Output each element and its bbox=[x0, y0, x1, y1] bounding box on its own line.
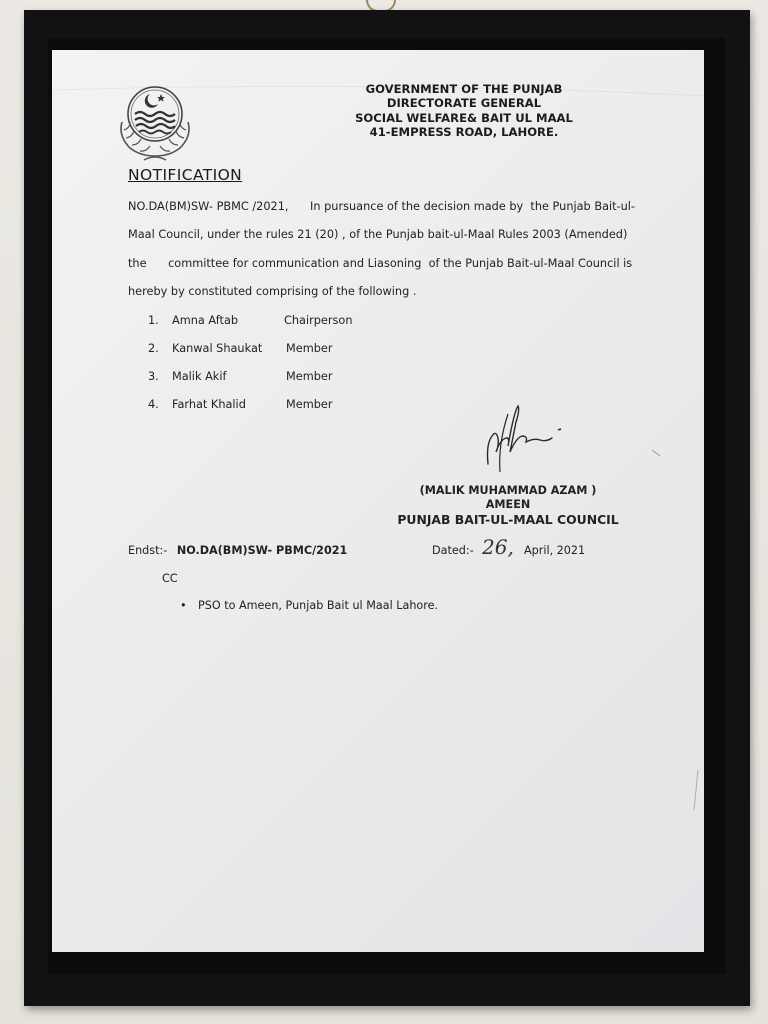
letterhead-line-4: 41-EMPRESS ROAD, LAHORE. bbox=[369, 125, 559, 140]
member-role: Member bbox=[286, 398, 333, 411]
member-role: Chairperson bbox=[284, 314, 353, 327]
signatory-organization: PUNJAB BAIT-UL-MAAL COUNCIL bbox=[397, 511, 619, 527]
member-number: 1. bbox=[148, 314, 159, 327]
endorsement-label: Endst:- bbox=[128, 544, 168, 557]
member-name: Kanwal Shaukat bbox=[172, 342, 263, 355]
signatory-block bbox=[388, 484, 628, 527]
endorsement-line bbox=[128, 544, 347, 557]
member-name: Malik Akif bbox=[172, 370, 227, 383]
body-line-4: hereby by constituted comprising of the following . bbox=[128, 285, 417, 298]
member-name: Amna Aftab bbox=[172, 314, 239, 327]
letterhead bbox=[334, 82, 594, 140]
signatory-name: (MALIK MUHAMMAD AZAM ) bbox=[419, 484, 597, 497]
cc-label: CC bbox=[162, 572, 178, 585]
dated-month-year: April, 2021 bbox=[524, 544, 586, 557]
cc-item: PSO to Ameen, Punjab Bait ul Maal Lahore. bbox=[198, 599, 439, 612]
member-number: 4. bbox=[148, 398, 159, 411]
letterhead-line-1: GOVERNMENT OF THE PUNJAB bbox=[365, 82, 563, 96]
dated-day-handwritten: 26, bbox=[482, 535, 514, 559]
body-line-3: the committee for communication and Liasoning of the Punjab Bait-ul-Maal Council is bbox=[128, 257, 633, 270]
body-line-1: NO.DA(BM)SW- PBMC /2021, In pursuance of the decision made by the Punjab Bait-ul- bbox=[128, 200, 636, 213]
body-line-2: Maal Council, under the rules 21 (20) , of the Punjab bait-ul-Maal Rules 2003 (Amended) bbox=[128, 228, 628, 241]
signatory-title: AMEEN bbox=[485, 498, 531, 512]
member-role: Member bbox=[286, 342, 333, 355]
member-name: Farhat Khalid bbox=[172, 398, 246, 411]
notification-document bbox=[52, 50, 704, 952]
letterhead-line-3: SOCIAL WELFARE& BAIT UL MAAL bbox=[355, 110, 573, 125]
endorsement-number: NO.DA(BM)SW- PBMC/2021 bbox=[176, 544, 348, 557]
member-role: Member bbox=[286, 370, 333, 383]
letterhead-line-2: DIRECTORATE GENERAL bbox=[386, 96, 542, 111]
member-number: 3. bbox=[148, 370, 159, 383]
member-number: 2. bbox=[148, 342, 159, 355]
handwritten-signature bbox=[452, 394, 572, 474]
bullet-icon: • bbox=[180, 599, 187, 612]
notification-heading: NOTIFICATION bbox=[128, 166, 243, 184]
punjab-emblem-icon bbox=[110, 78, 200, 168]
dated-label: Dated:- bbox=[432, 544, 474, 557]
